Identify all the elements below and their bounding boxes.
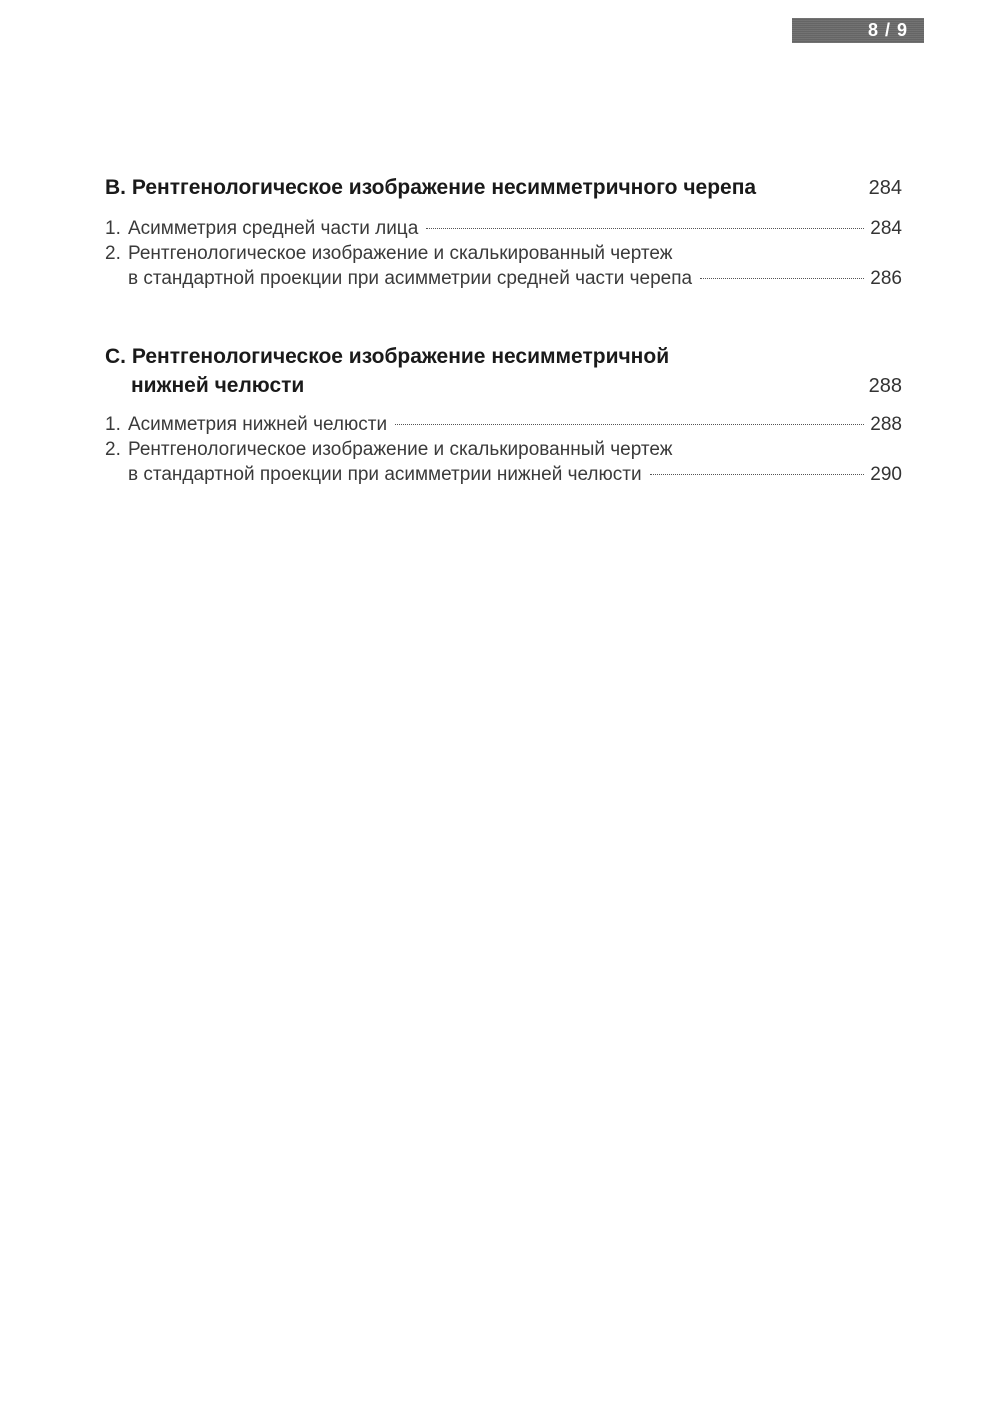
- section-letter: C.: [105, 345, 126, 368]
- dot-leader: [700, 278, 864, 279]
- dot-leader: [650, 474, 865, 475]
- toc-entry[interactable]: [105, 412, 902, 437]
- page-number-label: 8 / 9: [867, 20, 908, 40]
- section-entries: [105, 412, 902, 487]
- entry-number: 2.: [105, 439, 121, 460]
- toc-entry[interactable]: [105, 216, 902, 241]
- entry-page-number: 290: [870, 464, 902, 485]
- entry-title-line2: в стандартной проекции при асимметрии средней части черепа: [128, 268, 693, 289]
- entry-title-line1: Рентгенологическое изображение и скалькированный чертеж: [128, 243, 673, 264]
- toc-section-b: [105, 173, 902, 291]
- entry-title: Асимметрия средней части лица: [128, 218, 419, 239]
- toc-section-c: [105, 342, 902, 487]
- section-title-line2: нижней челюсти: [131, 374, 305, 397]
- toc-entry[interactable]: [105, 437, 902, 487]
- section-page-number: 288: [868, 375, 902, 397]
- entry-page-number: 284: [870, 218, 902, 239]
- section-page-number: 284: [868, 177, 902, 199]
- section-title-line1: Рентгенологическое изображение несимметричной: [131, 345, 670, 368]
- section-entries: [105, 216, 902, 291]
- entry-title-line1: Рентгенологическое изображение и скалькированный чертеж: [128, 439, 673, 460]
- entry-title: Асимметрия нижней челюсти: [128, 414, 388, 435]
- entry-number: 1.: [105, 218, 121, 239]
- entry-page-number: 288: [870, 414, 902, 435]
- section-letter: B.: [105, 176, 126, 199]
- toc-entry[interactable]: [105, 241, 902, 291]
- section-title: Рентгенологическое изображение несимметричного черепа: [131, 176, 757, 199]
- section-heading[interactable]: [105, 342, 902, 400]
- dot-leader: [395, 424, 864, 425]
- entry-title-line2: в стандартной проекции при асимметрии нижней челюсти: [128, 464, 642, 485]
- dot-leader: [426, 228, 864, 229]
- entry-page-number: 286: [870, 268, 902, 289]
- entry-number: 2.: [105, 243, 121, 264]
- page-number-badge: [792, 18, 924, 43]
- section-heading[interactable]: [105, 173, 902, 202]
- entry-number: 1.: [105, 414, 121, 435]
